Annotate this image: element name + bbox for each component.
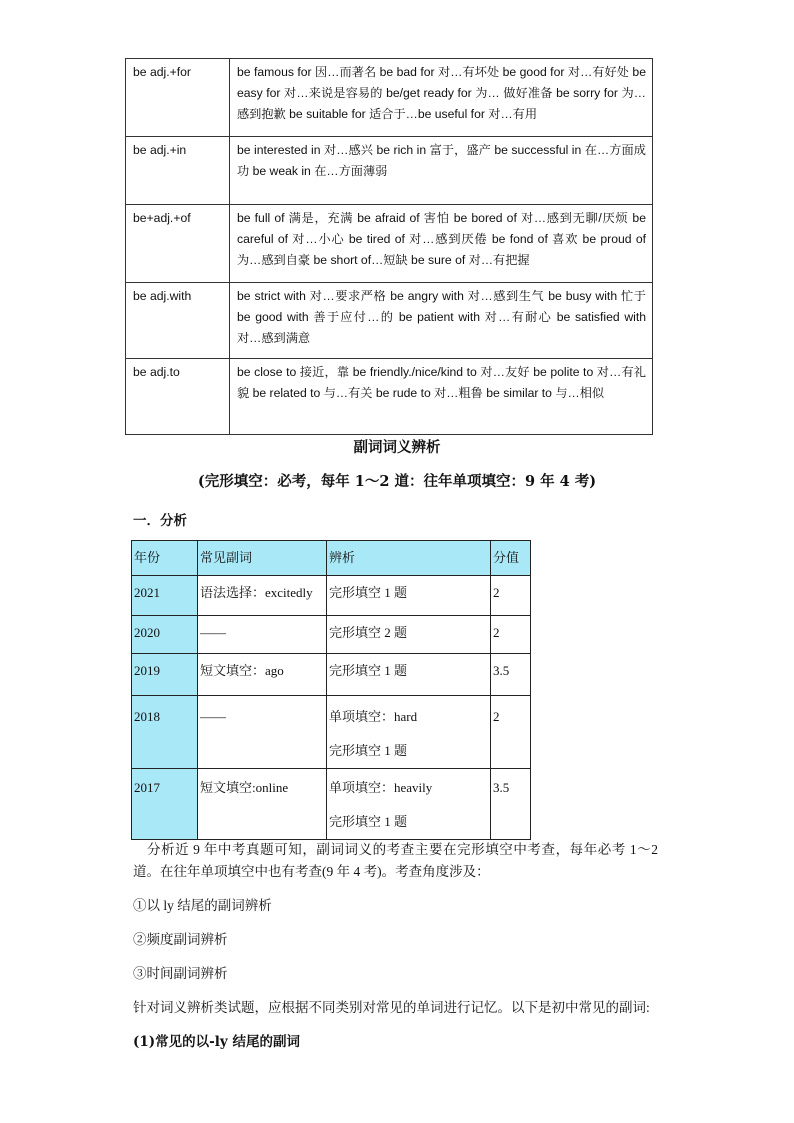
memory-paragraph: 针对词义辨析类试题，应根据不同类别对常见的单词进行记忆。以下是初中常见的副词: <box>133 1000 650 1015</box>
cell-score: 2 <box>491 616 531 654</box>
cell-adverb: —— <box>198 616 327 654</box>
phrase-value: be interested in 对…感兴 be rich in 富于，盛产 be successful in 在…方面成功 be weak in 在…方面薄弱 <box>230 137 653 205</box>
header-year: 年份 <box>132 541 198 576</box>
phrase-key: be+adj.+of <box>126 205 230 283</box>
section-title: 副词词义辨析 <box>353 439 441 456</box>
cell-adverb: 短文填空:online <box>198 769 327 840</box>
cell-year: 2021 <box>132 576 198 616</box>
table-row <box>132 696 531 769</box>
header-adverb: 常见副词 <box>198 541 327 576</box>
header-analysis: 辨析 <box>327 541 491 576</box>
phrase-value: be strict with 对…要求严格 be angry with 对…感到生气 be busy with 忙于 be good with 善于应付…的 be patient with 对…有耐心 be satisfied with 对…感到满意 <box>230 283 653 359</box>
phrase-key: be adj.+for <box>126 59 230 137</box>
table-row <box>132 576 531 616</box>
phrase-key: be adj.to <box>126 359 230 435</box>
table-row <box>132 769 531 840</box>
table-header-row <box>132 541 531 576</box>
analysis-table <box>131 540 531 840</box>
cell-analysis: 完形填空 1 题 <box>327 576 491 616</box>
list-item: ③时间副词辨析 <box>133 966 228 981</box>
cell-score: 2 <box>491 576 531 616</box>
cell-year: 2018 <box>132 696 198 769</box>
phrase-value: be famous for 因…而著名 be bad for 对…有坏处 be good for 对…有好处 be easy for 对…来说是容易的 be/get ready for 为… 做好准备 be sorry for 为…感到抱歉 be suitable for 适合于…be useful for 对…有用 <box>230 59 653 137</box>
cell-score: 3.5 <box>491 654 531 696</box>
phrase-value: be full of 满是，充满 be afraid of 害怕 be bored of 对…感到无聊/厌烦 be careful of 对…小心 be tired of 对…感到厌倦 be fond of 喜欢 be proud of 为…感到自豪 be short of…短缺 be sure of 对…有把握 <box>230 205 653 283</box>
table-row <box>126 283 653 359</box>
cell-adverb: 语法选择：excitedly <box>198 576 327 616</box>
analysis-line: 单项填空：heavily <box>329 780 433 795</box>
cell-year: 2020 <box>132 616 198 654</box>
cell-adverb: —— <box>198 696 327 769</box>
cell-score: 3.5 <box>491 769 531 840</box>
table-row <box>126 359 653 435</box>
table-row <box>126 205 653 283</box>
cell-adverb: 短文填空：ago <box>198 654 327 696</box>
cell-year: 2019 <box>132 654 198 696</box>
phrase-value: be close to 接近，靠 be friendly./nice/kind to 对…友好 be polite to 对…有礼貌 be related to 与…有关 be rude to 对…粗鲁 be similar to 与…相似 <box>230 359 653 435</box>
table-row <box>132 654 531 696</box>
cell-year: 2017 <box>132 769 198 840</box>
list-item: ①以 ly 结尾的副词辨析 <box>133 898 272 913</box>
analysis-line: 完形填空 1 题 <box>329 743 408 758</box>
phrase-key: be adj.+in <box>126 137 230 205</box>
cell-analysis: 完形填空 2 题 <box>327 616 491 654</box>
cell-analysis <box>327 696 491 769</box>
ly-adverbs-heading: (1)常见的以-ly 结尾的副词 <box>133 1034 300 1050</box>
list-item: ②频度副词辨析 <box>133 932 228 947</box>
analysis-line: 完形填空 1 题 <box>329 814 408 829</box>
header-score: 分值 <box>491 541 531 576</box>
phrase-key: be adj.with <box>126 283 230 359</box>
cell-analysis <box>327 769 491 840</box>
table-row <box>126 59 653 137</box>
table-row <box>126 137 653 205</box>
analysis-line: 单项填空：hard <box>329 709 418 724</box>
cell-score: 2 <box>491 696 531 769</box>
analysis-paragraph: 分析近 9 年中考真题可知，副词词义的考查主要在完形填空中考查，每年必考 1～2 道。在往年单项填空中也有考查(9 年 4 考)。考查角度涉及： <box>133 842 658 879</box>
phrase-table <box>125 58 653 435</box>
section-subtitle: (完形填空：必考，每年 1～2 道：往年单项填空：9 年 4 考) <box>197 473 597 490</box>
table-row <box>132 616 531 654</box>
cell-analysis: 完形填空 1 题 <box>327 654 491 696</box>
analysis-heading: 一．分析 <box>133 513 187 529</box>
